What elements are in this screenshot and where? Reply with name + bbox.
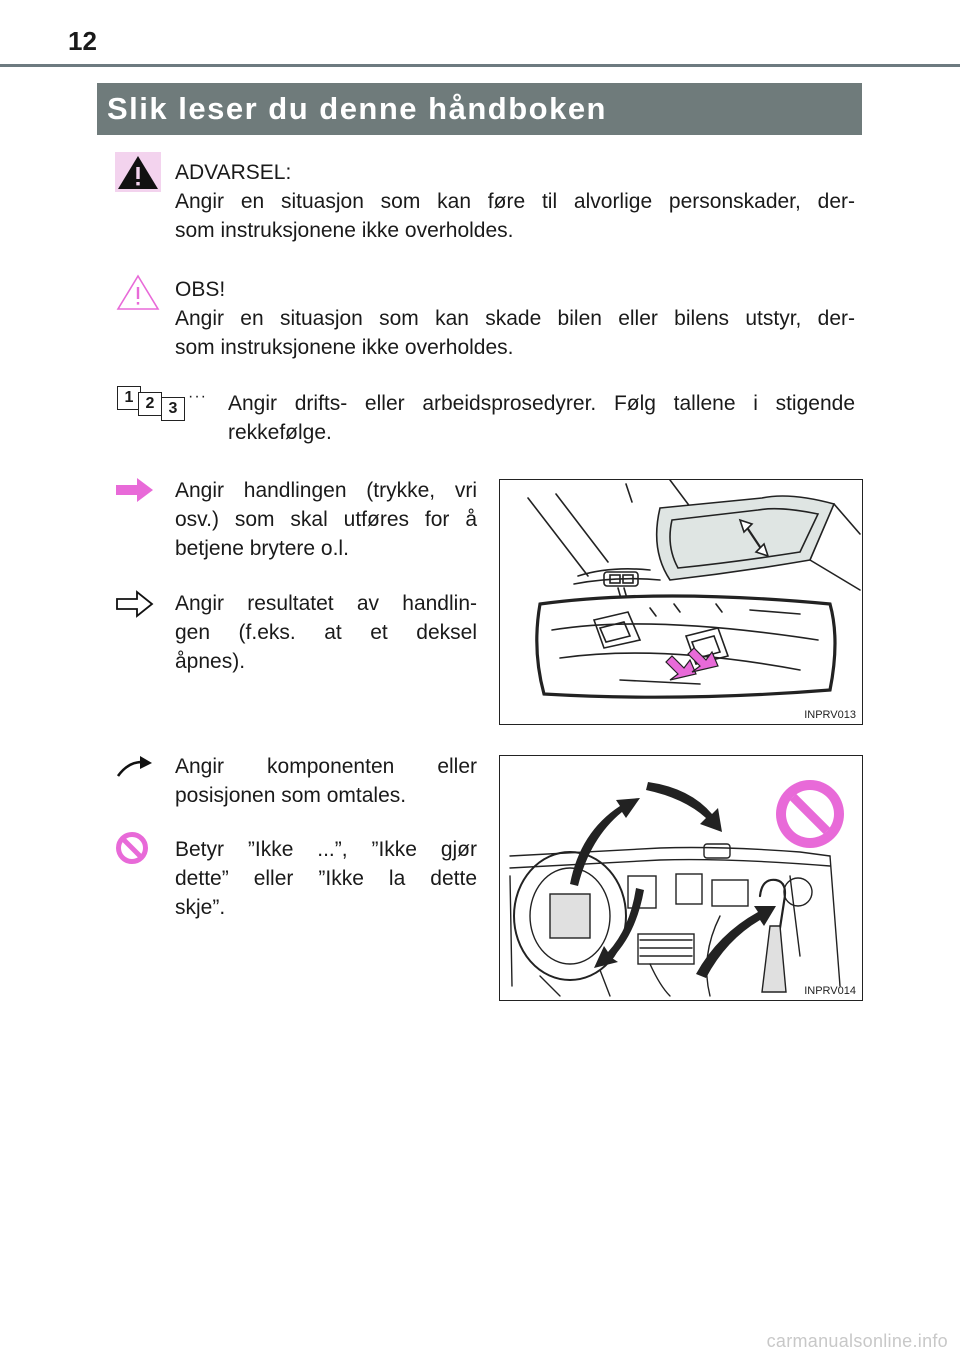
prohibited-line-3: skje”.	[175, 896, 226, 919]
prohibition-icon	[115, 831, 149, 865]
result-arrow-icon	[115, 590, 155, 618]
prohibited-line-2: dette” eller ”Ikke la dette	[175, 867, 477, 890]
step-badge-2: 2	[138, 392, 162, 416]
figure-2-code: INPRV014	[804, 985, 856, 997]
steps-block	[228, 389, 855, 447]
notice-line-1: Angir en situasjon som kan skade bilen eller bilens utstyr, der-	[175, 307, 855, 330]
action-block	[175, 476, 477, 563]
figure-1-illustration	[500, 480, 862, 724]
notice-block	[175, 275, 855, 362]
result-line-2: gen (f.eks. at et deksel	[175, 621, 477, 644]
warning-line-1: Angir en situasjon som kan føre til alvorlige personskader, der-	[175, 190, 855, 213]
result-line-1: Angir resultatet av handlin-	[175, 592, 477, 615]
result-block	[175, 589, 477, 676]
warning-block	[175, 158, 855, 245]
figure-1-code: INPRV013	[804, 709, 856, 721]
warning-triangle-icon	[115, 152, 161, 192]
step-badge-3: 3	[161, 397, 185, 421]
footer-watermark: carmanualsonline.info	[766, 1331, 948, 1351]
notice-triangle-icon	[115, 272, 161, 312]
prohibition-sign-icon	[776, 780, 844, 848]
action-line-3: betjene brytere o.l.	[175, 537, 349, 560]
notice-line-2: som instruksjonene ikke overholdes.	[175, 336, 514, 359]
figure-2-illustration	[500, 756, 862, 1000]
component-line-1: Angir komponenten eller	[175, 755, 477, 778]
section-header	[97, 83, 862, 135]
result-line-3: åpnes).	[175, 650, 246, 673]
component-block	[175, 752, 477, 810]
steps-line-1: Angir drifts- eller arbeidsprosedyrer. Følg tallene i stigende	[228, 392, 855, 415]
prohibited-block	[175, 835, 477, 922]
prohibited-line-1: Betyr ”Ikke ...”, ”Ikke gjør	[175, 838, 477, 861]
steps-ellipsis: ···	[188, 388, 207, 405]
header-rule	[0, 64, 960, 67]
numbered-steps-icon	[117, 386, 217, 422]
curved-pointer-arrow-icon	[114, 754, 154, 780]
action-line-2: osv.) som skal utføres for å	[175, 508, 477, 531]
warning-title: ADVARSEL:	[175, 161, 292, 184]
action-line-1: Angir handlingen (trykke, vri	[175, 479, 477, 502]
steps-line-2: rekkefølge.	[228, 421, 332, 444]
action-arrow-icon	[115, 476, 155, 504]
warning-line-2: som instruksjonene ikke overholdes.	[175, 219, 514, 242]
section-title: Slik leser du denne håndboken	[107, 91, 607, 126]
step-badge-1: 1	[117, 386, 141, 410]
figure-1	[499, 479, 863, 725]
notice-title: OBS!	[175, 278, 226, 301]
figure-2	[499, 755, 863, 1001]
component-line-2: posisjonen som omtales.	[175, 784, 407, 807]
page-number: 12	[68, 26, 97, 56]
